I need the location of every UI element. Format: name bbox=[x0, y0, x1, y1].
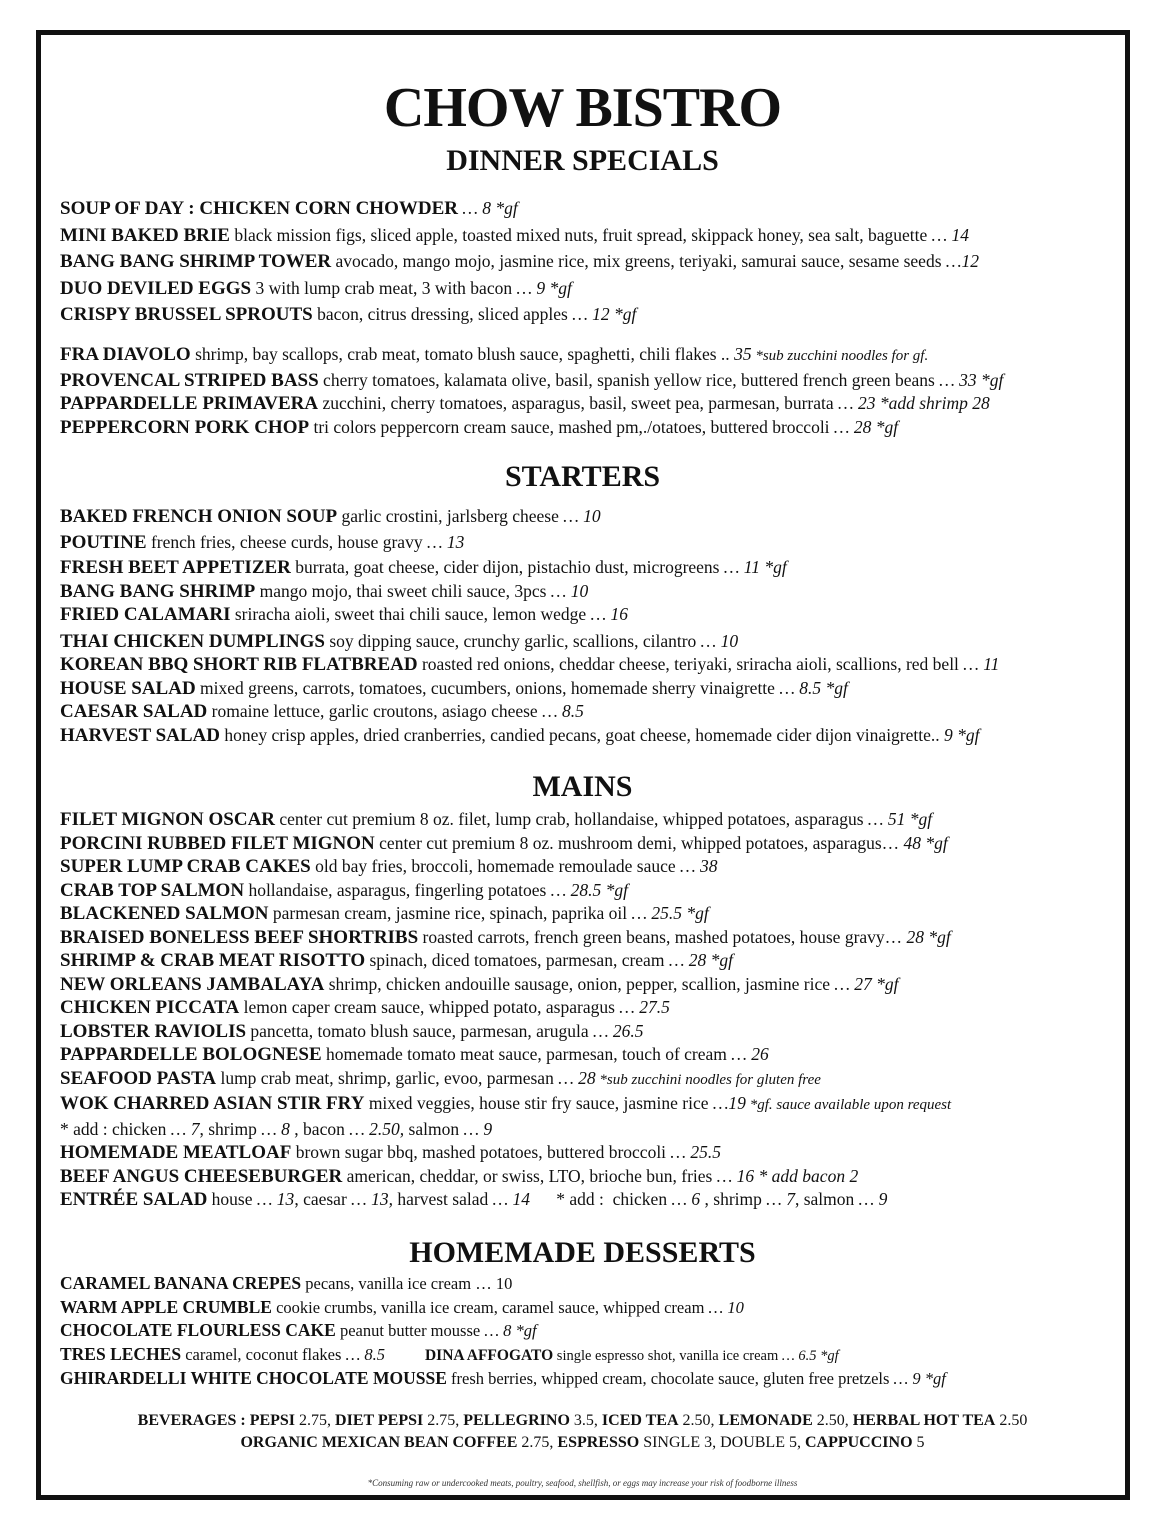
menu-item: WARM APPLE CRUMBLE cookie crumbs, vanilla ice cream, caramel sauce, whipped cream … 10 bbox=[60, 1296, 744, 1317]
menu-item: BRAISED BONELESS BEEF SHORTRIBS roasted carrots, french green beans, mashed potatoes, house gravy… 28 *gf bbox=[60, 926, 951, 948]
menu-item: SUPER LUMP CRAB CAKES old bay fries, broccoli, homemade remoulade sauce … 38 bbox=[60, 856, 718, 877]
beverages-line-1: BEVERAGES : PEPSI 2.75, DIET PEPSI 2.75, PELLEGRINO 3.5, ICED TEA 2.50, LEMONADE 2.50, HERBAL HOT TEA 2.50 bbox=[137, 1412, 1028, 1429]
menu-item: SEAFOOD PASTA lump crab meat, shrimp, garlic, evoo, parmesan … 28 *sub zucchini noodles for gluten free bbox=[60, 1067, 821, 1089]
menu-item: HARVEST SALAD honey crisp apples, dried cranberries, candied pecans, goat cheese, homemade cider dijon vinaigrette.. 9 *gf bbox=[60, 724, 980, 746]
menu-item: PROVENCAL STRIPED BASS cherry tomatoes, kalamata olive, basil, spanish yellow rice, buttered french green beans … 33 *gf bbox=[60, 369, 1004, 391]
starters-list bbox=[60, 505, 1130, 747]
menu-item: KOREAN BBQ SHORT RIB FLATBREAD roasted red onions, cheddar cheese, teriyaki, sriracha aioli, scallions, red bell … 11 bbox=[60, 654, 1000, 675]
menu-item: PAPPARDELLE PRIMAVERA zucchini, cherry tomatoes, asparagus, basil, sweet pea, parmesan, burrata … 23 *add shrimp 28 bbox=[60, 393, 990, 414]
menu-item: SHRIMP & CRAB MEAT RISOTTO spinach, diced tomatoes, parmesan, cream … 28 *gf bbox=[60, 950, 734, 971]
menu-item: TRES LECHES caramel, coconut flakes … 8.5 DINA AFFOGATO single espresso shot, vanilla ice cream … 6.5 *gf bbox=[60, 1343, 1130, 1368]
menu-item: FRA DIAVOLO shrimp, bay scallops, crab meat, tomato blush sauce, spaghetti, chili flakes .. 35 *sub zucchini noodles for gf. bbox=[60, 344, 929, 365]
starters-heading: STARTERS bbox=[504, 460, 661, 493]
restaurant-name: CHOW BISTRO bbox=[383, 77, 782, 139]
menu-item: BLACKENED SALMON parmesan cream, jasmine rice, spinach, paprika oil … 25.5 *gf bbox=[60, 903, 709, 924]
menu-item: THAI CHICKEN DUMPLINGS soy dipping sauce, crunchy garlic, scallions, cilantro … 10 bbox=[60, 630, 739, 652]
menu-item: DUO DEVILED EGGS 3 with lump crab meat, 3 with bacon … 9 *gf bbox=[60, 277, 572, 299]
menu-item: BAKED FRENCH ONION SOUP garlic crostini, jarlsberg cheese … 10 bbox=[60, 506, 601, 527]
menu-item: GHIRARDELLI WHITE CHOCOLATE MOUSSE fresh berries, whipped cream, chocolate sauce, gluten free pretzels … 9 *gf bbox=[60, 1368, 946, 1388]
menu-item: FILET MIGNON OSCAR center cut premium 8 oz. filet, lump crab, hollandaise, whipped potatoes, asparagus … 51 *gf bbox=[60, 809, 933, 830]
menu-item: PEPPERCORN PORK CHOP tri colors peppercorn cream sauce, mashed pm,./otatoes, buttered broccoli … 28 *gf bbox=[60, 416, 899, 438]
menu-item: MINI BAKED BRIE black mission figs, sliced apple, toasted mixed nuts, fruit spread, skippack honey, sea salt, baguette … 14 bbox=[60, 224, 970, 246]
beverages-line-2: ORGANIC MEXICAN BEAN COFFEE 2.75, ESPRESSO SINGLE 3, DOUBLE 5, CAPPUCCINO 5 bbox=[240, 1434, 925, 1451]
mains-heading: MAINS bbox=[532, 770, 633, 803]
menu-item: CRISPY BRUSSEL SPROUTS bacon, citrus dressing, sliced apples … 12 *gf bbox=[60, 304, 637, 325]
desserts-list bbox=[60, 1272, 1130, 1391]
menu-item: HOUSE SALAD mixed greens, carrots, tomatoes, cucumbers, onions, homemade sherry vinaigrette … 8.5 *gf bbox=[60, 677, 848, 699]
specials-heading: DINNER SPECIALS bbox=[446, 144, 719, 177]
menu-item: BANG BANG SHRIMP mango mojo, thai sweet chili sauce, 3pcs … 10 bbox=[60, 580, 589, 602]
foodborne-disclaimer: *Consuming raw or undercooked meats, poultry, seafood, shellfish, or eggs may increase your risk of foodborne illness bbox=[367, 1478, 798, 1488]
menu-item: CHICKEN PICCATA lemon caper cream sauce, whipped potato, asparagus … 27.5 bbox=[60, 997, 670, 1018]
menu-item: SOUP OF DAY : CHICKEN CORN CHOWDER … 8 *gf bbox=[60, 198, 518, 219]
menu-item: BEEF ANGUS CHEESEBURGER american, cheddar, or swiss, LTO, brioche bun, fries … 16 * add bacon 2 bbox=[60, 1165, 859, 1187]
entree-salad: ENTRÉE SALAD house … 13, caesar … 13, harvest salad … 14 * add : chicken … 6 , shrimp … 7, salmon … 9 bbox=[60, 1189, 888, 1210]
menu-item: NEW ORLEANS JAMBALAYA shrimp, chicken andouille sausage, onion, pepper, scallion, jasmine rice … 27 *gf bbox=[60, 973, 899, 995]
menu-item: CHOCOLATE FLOURLESS CAKE peanut butter mousse … 8 *gf bbox=[60, 1320, 537, 1340]
menu-item: FRESH BEET APPETIZER burrata, goat cheese, cider dijon, pistachio dust, microgreens … 11 *gf bbox=[60, 557, 787, 578]
menu-item: PORCINI RUBBED FILET MIGNON center cut premium 8 oz. mushroom demi, whipped potatoes, asparagus… 48 *gf bbox=[60, 832, 948, 854]
mains-list bbox=[60, 808, 1130, 1212]
stir-fry-addons: * add : chicken … 7, shrimp … 8 , bacon … 2.50, salmon … 9 bbox=[60, 1118, 493, 1139]
specials-entrees-list bbox=[60, 343, 1130, 439]
menu-item: WOK CHARRED ASIAN STIR FRY mixed veggies, house stir fry sauce, jasmine rice …19 *gf. sauce available upon request bbox=[60, 1093, 952, 1114]
menu-item: CARAMEL BANANA CREPES pecans, vanilla ice cream … 10 bbox=[60, 1273, 513, 1293]
menu-item: CAESAR SALAD romaine lettuce, garlic croutons, asiago cheese … 8.5 bbox=[60, 701, 584, 722]
menu-item: LOBSTER RAVIOLIS pancetta, tomato blush sauce, parmesan, arugula … 26.5 bbox=[60, 1020, 644, 1042]
menu-item: BANG BANG SHRIMP TOWER avocado, mango mojo, jasmine rice, mix greens, teriyaki, samurai sauce, sesame seeds …12 bbox=[60, 251, 979, 272]
beverages bbox=[0, 1410, 1165, 1454]
dina-affogato: DINA AFFOGATO single espresso shot, vanilla ice cream … 6.5 *gf bbox=[424, 1346, 839, 1364]
menu-item: POUTINE french fries, cheese curds, house gravy … 13 bbox=[60, 531, 465, 553]
menu-item: PAPPARDELLE BOLOGNESE homemade tomato meat sauce, parmesan, touch of cream … 26 bbox=[60, 1044, 769, 1065]
menu-item: CRAB TOP SALMON hollandaise, asparagus, fingerling potatoes … 28.5 *gf bbox=[60, 879, 629, 901]
menu-item: HOMEMADE MEATLOAF brown sugar bbq, mashed potatoes, buttered broccoli … 25.5 bbox=[60, 1142, 721, 1163]
menu-item: FRIED CALAMARI sriracha aioli, sweet thai chili sauce, lemon wedge … 16 bbox=[60, 604, 628, 625]
specials-list bbox=[60, 197, 1130, 327]
desserts-heading: HOMEMADE DESSERTS bbox=[409, 1236, 756, 1269]
